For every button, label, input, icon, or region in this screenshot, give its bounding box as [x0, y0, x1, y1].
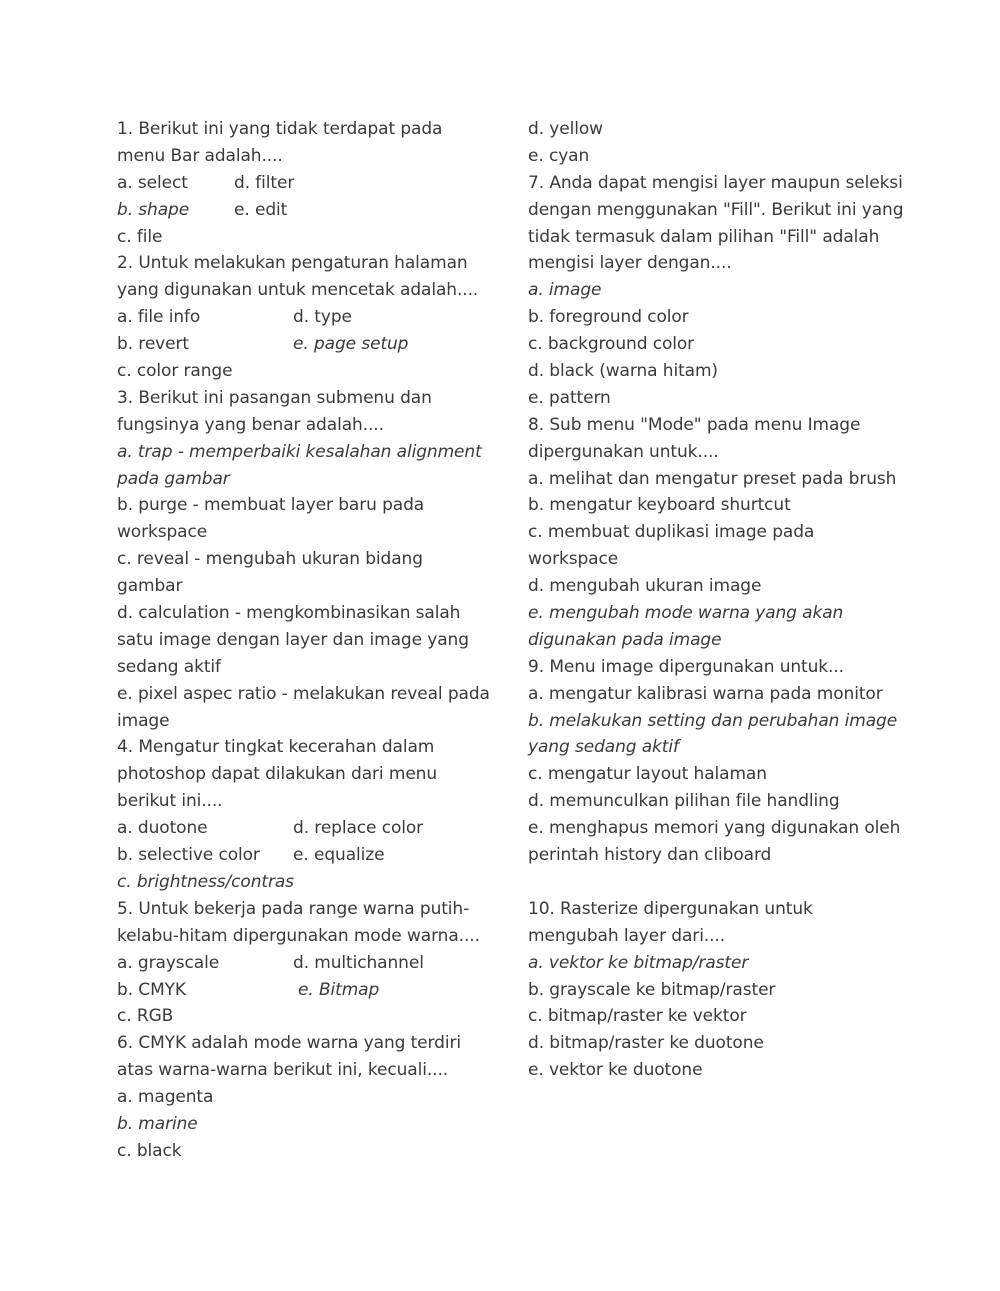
q3-question-line-2: fungsinya yang benar adalah.... — [117, 414, 384, 435]
q3-option-c-line-1: c. reveal - mengubah ukuran bidang — [117, 549, 423, 570]
q1-options-row-2 — [117, 197, 497, 224]
q4-question-line-2: photoshop dapat dilakukan dari menu — [117, 764, 438, 785]
q7-option-e: e. pattern — [528, 387, 611, 408]
q2-options-row-2 — [117, 331, 497, 358]
q4-option-b: b. selective color — [117, 845, 260, 866]
q10-option-e: e. vektor ke duotone — [528, 1060, 703, 1081]
q2-option-d: d. type — [293, 307, 352, 328]
q8-option-a: a. melihat dan mengatur preset pada brush — [528, 468, 897, 489]
q5-question-line-1: 5. Untuk bekerja pada range warna putih- — [117, 898, 470, 919]
q4-option-e: e. equalize — [293, 845, 385, 866]
q9-option-a: a. mengatur kalibrasi warna pada monitor — [528, 683, 883, 704]
q8-question-line-1: 8. Sub menu "Mode" pada menu Image — [528, 414, 861, 435]
q2-options-row-1 — [117, 304, 497, 331]
q7-option-d: d. black (warna hitam) — [528, 361, 718, 382]
left-column — [117, 116, 497, 1165]
q1-question-line-1: 1. Berikut ini yang tidak terdapat pada — [117, 119, 443, 139]
q9-option-c: c. mengatur layout halaman — [528, 764, 767, 785]
q6-option-d: d. yellow — [528, 119, 603, 139]
q9-option-e-line-1: e. menghapus memori yang digunakan oleh — [528, 818, 901, 839]
q9-question: 9. Menu image dipergunakan untuk... — [528, 656, 844, 677]
q3-option-d-line-3: sedang aktif — [117, 656, 221, 677]
q2-question-line-2: yang digunakan untuk mencetak adalah.... — [117, 280, 479, 301]
q5-options-row-1 — [117, 950, 497, 977]
q8-option-c-line-1: c. membuat duplikasi image pada — [528, 522, 815, 543]
spacer — [528, 869, 908, 896]
q6-question-line-1: 6. CMYK adalah mode warna yang terdiri — [117, 1033, 461, 1054]
q7-question-line-1: 7. Anda dapat mengisi layer maupun seleksi — [528, 172, 903, 193]
q7-option-a-answer: a. image — [528, 280, 602, 301]
q8-question-line-2: dipergunakan untuk.... — [528, 441, 719, 462]
q3-option-a-answer-line-2: pada gambar — [117, 468, 230, 489]
q5-options-row-2 — [117, 977, 497, 1004]
q1-option-e: e. edit — [234, 199, 288, 220]
q4-option-a: a. duotone — [117, 818, 208, 839]
q8-option-b: b. mengatur keyboard shurtcut — [528, 495, 791, 516]
q4-options-row-2 — [117, 842, 497, 869]
q3-option-c-line-2: gambar — [117, 576, 183, 597]
q1-option-b-answer: b. shape — [117, 199, 190, 220]
q10-option-b: b. grayscale ke bitmap/raster — [528, 979, 776, 1000]
q7-question-line-2: dengan menggunakan "Fill". Berikut ini yang — [528, 199, 904, 220]
q4-option-c-answer: c. brightness/contras — [117, 871, 294, 892]
q2-question-line-1: 2. Untuk melakukan pengaturan halaman — [117, 253, 468, 274]
q5-option-b: b. CMYK — [117, 979, 186, 1000]
q3-option-b-line-1: b. purge - membuat layer baru pada — [117, 495, 425, 516]
q2-option-a: a. file info — [117, 307, 201, 328]
q1-option-d: d. filter — [234, 172, 295, 193]
q9-option-b-answer-line-1: b. melakukan setting dan perubahan image — [528, 710, 898, 731]
q4-options-row-1 — [117, 815, 497, 842]
q5-option-a: a. grayscale — [117, 952, 220, 973]
q3-option-e-line-2: image — [117, 710, 170, 731]
q3-option-d-line-1: d. calculation - mengkombinasikan salah — [117, 603, 461, 624]
q10-option-d: d. bitmap/raster ke duotone — [528, 1033, 764, 1054]
q8-option-e-answer-line-2: digunakan pada image — [528, 629, 722, 650]
q7-option-b: b. foreground color — [528, 307, 689, 328]
q2-option-b: b. revert — [117, 334, 189, 355]
q4-question-line-1: 4. Mengatur tingkat kecerahan dalam — [117, 737, 435, 758]
q1-options-row-1 — [117, 170, 497, 197]
q2-option-e-answer: e. page setup — [293, 334, 409, 355]
q9-option-e-line-2: perintah history dan cliboard — [528, 845, 772, 866]
q1-option-c: c. file — [117, 226, 163, 247]
q6-question-line-2: atas warna-warna berikut ini, kecuali.... — [117, 1060, 449, 1081]
q7-option-c: c. background color — [528, 334, 695, 355]
q9-option-d: d. memunculkan pilihan file handling — [528, 791, 840, 812]
q6-option-c: c. black — [117, 1140, 182, 1161]
q8-option-c-line-2: workspace — [528, 549, 619, 570]
q4-question-line-3: berikut ini.... — [117, 791, 223, 812]
q10-option-a-answer: a. vektor ke bitmap/raster — [528, 952, 749, 973]
q5-option-c: c. RGB — [117, 1006, 174, 1027]
q8-option-e-answer-line-1: e. mengubah mode warna yang akan — [528, 603, 844, 624]
q10-question-line-1: 10. Rasterize dipergunakan untuk — [528, 898, 813, 919]
q3-option-b-line-2: workspace — [117, 522, 208, 543]
q10-option-c: c. bitmap/raster ke vektor — [528, 1006, 747, 1027]
q9-option-b-answer-line-2: yang sedang aktif — [528, 737, 679, 758]
q3-question-line-1: 3. Berikut ini pasangan submenu dan — [117, 387, 432, 408]
q1-option-a: a. select — [117, 172, 188, 193]
q1-question-line-2: menu Bar adalah.... — [117, 145, 283, 166]
q5-option-e-answer: e. Bitmap — [298, 979, 380, 1000]
q6-option-e: e. cyan — [528, 145, 590, 166]
q7-question-line-4: mengisi layer dengan.... — [528, 253, 732, 274]
q2-option-c: c. color range — [117, 361, 233, 382]
q5-option-d: d. multichannel — [293, 952, 424, 973]
q4-option-d: d. replace color — [293, 818, 424, 839]
q3-option-a-answer-line-1: a. trap - memperbaiki kesalahan alignment — [117, 441, 482, 462]
q6-option-a: a. magenta — [117, 1087, 214, 1108]
q3-option-d-line-2: satu image dengan layer dan image yang — [117, 629, 469, 650]
q6-option-b-answer: b. marine — [117, 1113, 198, 1134]
right-column — [528, 116, 908, 1084]
q7-question-line-3: tidak termasuk dalam pilihan "Fill" adalah — [528, 226, 880, 247]
q8-option-d: d. mengubah ukuran image — [528, 576, 762, 597]
q10-question-line-2: mengubah layer dari.... — [528, 925, 726, 946]
q3-option-e-line-1: e. pixel aspec ratio - melakukan reveal pada — [117, 683, 490, 704]
q5-question-line-2: kelabu-hitam dipergunakan mode warna.... — [117, 925, 480, 946]
